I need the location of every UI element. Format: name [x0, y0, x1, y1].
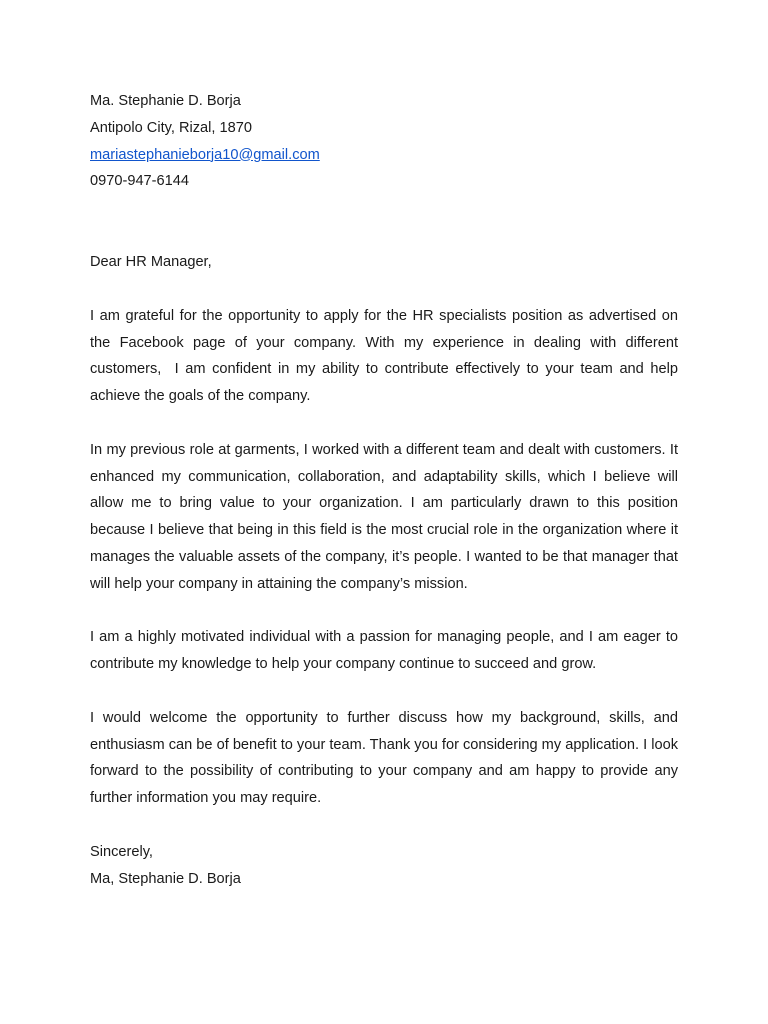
- sender-block: [90, 88, 678, 195]
- sender-phone: 0970-947-6144: [90, 173, 189, 190]
- sender-address: Antipolo City, Rizal, 1870: [90, 119, 252, 136]
- salutation: Dear HR Manager,: [90, 254, 212, 271]
- sender-name: Ma. Stephanie D. Borja: [90, 93, 241, 109]
- cover-letter: [90, 88, 683, 892]
- body-paragraph-1: I am grateful for the opportunity to apply for the HR specialists position as advertised on the Facebook page of your company. With my experience in dealing with different customers, I am confident in my ability to contribute effectively to your team and help achieve the goals of the company.: [90, 307, 683, 405]
- sender-email-link[interactable]: mariastephanieborja10@gmail.com: [90, 146, 320, 163]
- valediction: Sincerely,: [90, 843, 153, 860]
- body-paragraph-4: I would welcome the opportunity to further discuss how my background, skills, and enthusiasm can be of benefit to your team. Thank you for considering my application. I look forward to the possibility of contributing to your company and am happy to provide any further information you may require.: [90, 709, 683, 807]
- closing-block: [90, 839, 678, 893]
- signature-name: Ma, Stephanie D. Borja: [90, 870, 241, 887]
- body-paragraph-3: I am a highly motivated individual with a passion for managing people, and I am eager to contribute my knowledge to help your company continue to succeed and grow.: [90, 629, 683, 673]
- body-paragraph-2: In my previous role at garments, I worked with a different team and dealt with customers. It enhanced my communication, collaboration, and adaptability skills, which I believe will allow me to bring value to your organization. I am particularly drawn to this position because I believe that being in this field is the most crucial role in the organization where it manages the valuable assets of the company, it’s people. I wanted to be that manager that will help your company in attaining the company’s mission.: [90, 441, 683, 592]
